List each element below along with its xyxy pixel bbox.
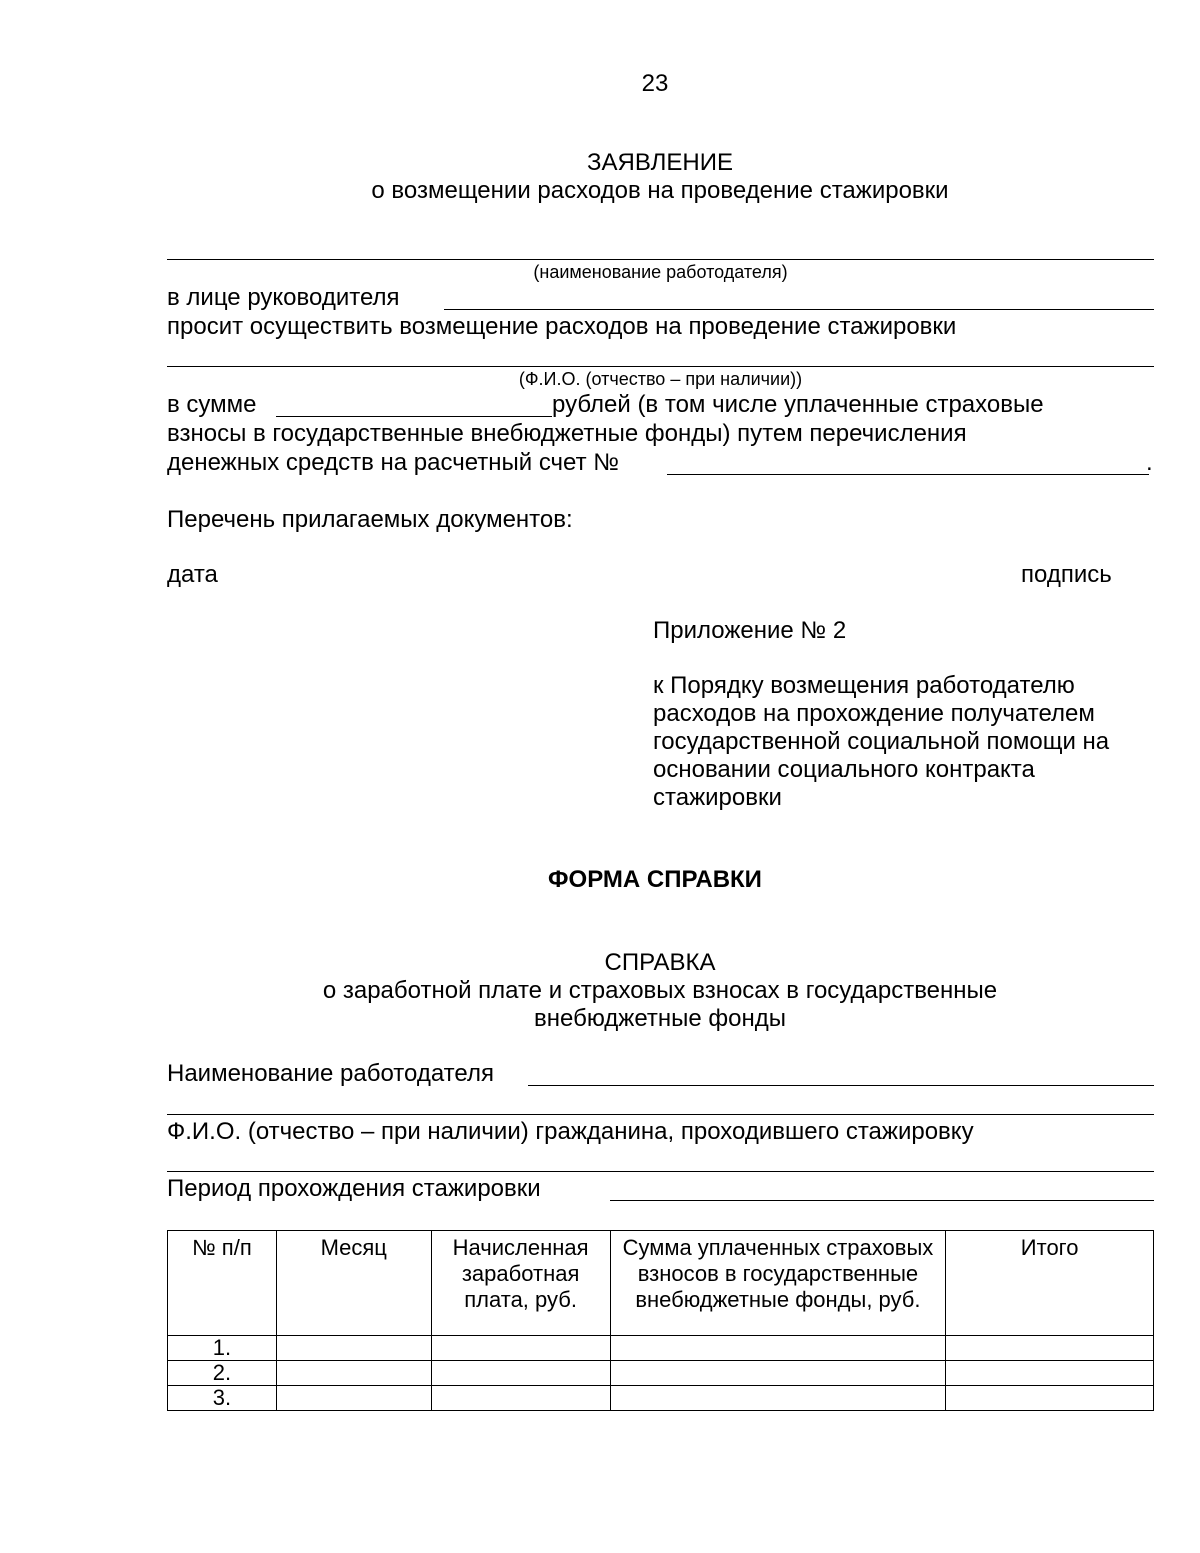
row-number: 1. — [168, 1336, 277, 1361]
sum-line[interactable] — [276, 416, 552, 417]
fio-line[interactable] — [167, 366, 1154, 367]
month-cell[interactable] — [276, 1361, 431, 1386]
appendix-title: Приложение № 2 — [653, 617, 847, 644]
appendix-line: основании социального контракта — [653, 756, 1035, 783]
table-row — [168, 1386, 1154, 1411]
application-title: ЗАЯВЛЕНИЕ — [587, 149, 733, 176]
salary-cell[interactable] — [431, 1386, 610, 1411]
fio-caption: (Ф.И.О. (отчество – при наличии)) — [518, 369, 803, 389]
appendix-line: государственной социальной помощи на — [653, 728, 1110, 755]
form-heading: ФОРМА СПРАВКИ — [548, 866, 762, 893]
column-header-number: № п/п — [168, 1231, 277, 1336]
account-number-line[interactable] — [667, 474, 1149, 475]
contributions-text: взносы в государственные внебюджетные фонды) путем перечисления — [167, 420, 967, 447]
application-subtitle: о возмещении расходов на проведение стажировки — [371, 177, 949, 204]
row-number: 3. — [168, 1386, 277, 1411]
table-row — [168, 1336, 1154, 1361]
row-number: 2. — [168, 1361, 277, 1386]
certificate-subtitle: внебюджетные фонды — [533, 1005, 787, 1032]
total-cell[interactable] — [946, 1361, 1154, 1386]
column-header-total: Итого — [946, 1231, 1154, 1336]
contributions-cell[interactable] — [610, 1386, 946, 1411]
column-header-month: Месяц — [276, 1231, 431, 1336]
period-label: Период прохождения стажировки — [167, 1175, 541, 1202]
page-number: 23 — [641, 70, 669, 97]
period-field-line[interactable] — [610, 1200, 1154, 1201]
appendix-line: к Порядку возмещения работодателю — [653, 672, 1075, 699]
citizen-fio-line[interactable] — [167, 1114, 1154, 1115]
salary-cell[interactable] — [431, 1336, 610, 1361]
employer-name-caption: (наименование работодателя) — [533, 262, 788, 282]
separator-line — [167, 1171, 1154, 1172]
appendix-line: стажировки — [653, 784, 782, 811]
appendix-line: расходов на прохождение получателем — [653, 700, 1095, 727]
total-cell[interactable] — [946, 1386, 1154, 1411]
date-label: дата — [167, 561, 218, 588]
salary-cell[interactable] — [431, 1361, 610, 1386]
table-row — [168, 1361, 1154, 1386]
request-text: просит осуществить возмещение расходов на проведение стажировки — [167, 313, 957, 340]
month-cell[interactable] — [276, 1386, 431, 1411]
head-label: в лице руководителя — [167, 284, 400, 311]
contributions-cell[interactable] — [610, 1336, 946, 1361]
account-period: . — [1146, 449, 1153, 476]
salary-contributions-table — [167, 1230, 1154, 1411]
contributions-cell[interactable] — [610, 1361, 946, 1386]
certificate-title: СПРАВКА — [604, 949, 716, 976]
documents-list-label: Перечень прилагаемых документов: — [167, 506, 573, 533]
employer-name-line[interactable] — [167, 259, 1154, 260]
employer-name-label: Наименование работодателя — [167, 1060, 494, 1087]
signature-label: подпись — [1021, 561, 1112, 588]
certificate-subtitle: о заработной плате и страховых взносах в государственные — [322, 977, 998, 1004]
column-header-contributions: Сумма уплаченных страховых взносов в государственные внебюджетные фонды, руб. — [610, 1231, 946, 1336]
employer-name-field-line[interactable] — [528, 1085, 1154, 1086]
account-label: денежных средств на расчетный счет № — [167, 449, 620, 476]
month-cell[interactable] — [276, 1336, 431, 1361]
head-name-line[interactable] — [444, 309, 1154, 310]
sum-rest-text: рублей (в том числе уплаченные страховые — [552, 391, 1044, 418]
column-header-accrued-salary: Начисленная заработная плата, руб. — [431, 1231, 610, 1336]
total-cell[interactable] — [946, 1336, 1154, 1361]
table-header-row — [168, 1231, 1154, 1336]
sum-label: в сумме — [167, 391, 257, 418]
citizen-fio-label: Ф.И.О. (отчество – при наличии) гражданина, проходившего стажировку — [167, 1118, 974, 1145]
